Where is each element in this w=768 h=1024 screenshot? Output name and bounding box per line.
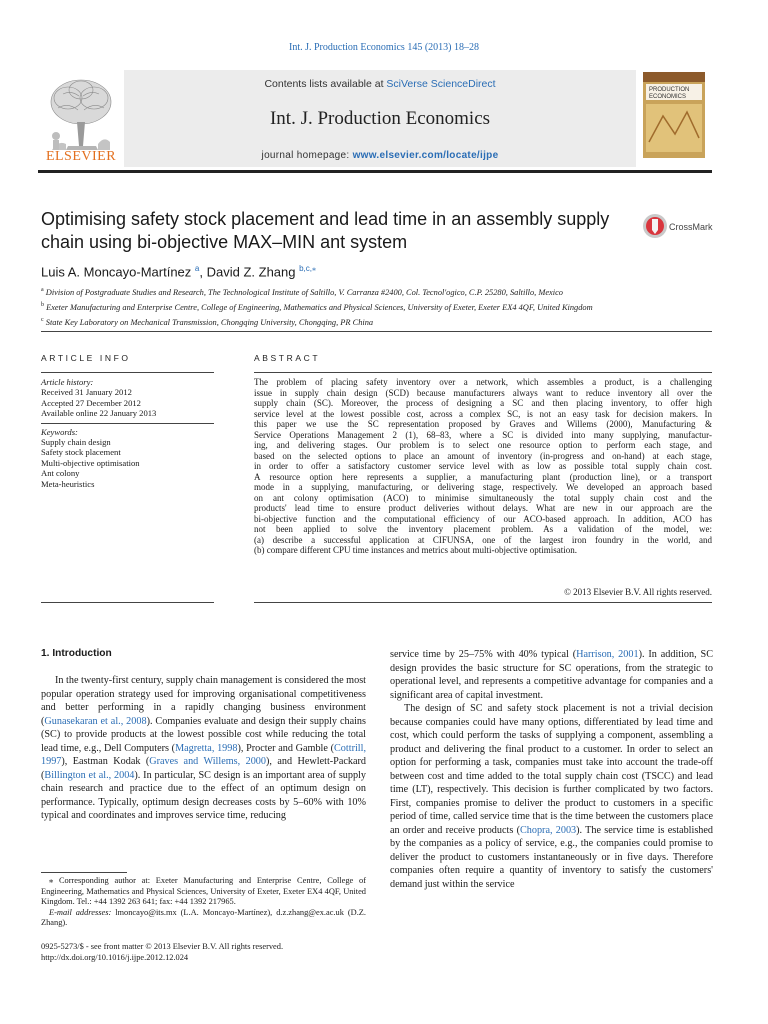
cover-title-line-2: ECONOMICS (649, 94, 687, 100)
paragraph-text: ). In particular, SC design is an important area of supply chain research and practice due to the effect of an optimum design on performance. Typically, optimum design decreases costs by 5–60% with 10% typical and coordinates and improves service time, reducing (41, 769, 366, 821)
affiliation-label: c (41, 316, 44, 323)
paragraph-text: ), Procter and Gamble ( (237, 742, 335, 754)
paragraph-text: The design of SC and safety stock placement is not a trivial decision because companies could have many options, differentiated by lead time and cost, which could perform the tasks of supplying a component, assembling a product and delivering the final product to a customer. In order to select an option for performing a task, companies must take into account the trade-off between cost and time added to the total supply chain cost (TSCC) and lead time (LT), respectively. This decision is further complicated by two factors. First, companies promise to deliver the product to customers in a specific period of time, called service time that is the time between the customers place an order and receive products ( (390, 703, 713, 836)
abstract-line: based on the selected options to place an amount of inventory (in-progress and on-hand) at each stage, (254, 450, 712, 461)
citation-link[interactable]: Harrison, 2001 (576, 649, 639, 660)
corresponding-author-note: ⁎ Corresponding author at: Exeter Manufacturing and Enterprise Centre, College of Engineering, Mathematics and Physical Sciences, University of Exeter, Exeter EX4 4QF, United Kingdom. Tel.: +44 1392 263 641; fax: +44 1392 217965. (41, 876, 366, 906)
body-paragraph (41, 674, 366, 823)
citation-link[interactable]: Gunasekaran et al., 2008 (44, 715, 147, 727)
footnote-rule (41, 872, 127, 873)
accepted-date: Accepted 27 December 2012 (41, 397, 141, 408)
abstract-line: (a) describe a successful application at CIFUNSA, one of the largest iron foundry in the world, and (254, 534, 712, 545)
keywords-label: Keywords: (41, 426, 78, 437)
paragraph-text: ), and Hewlett-Packard ( (41, 756, 366, 781)
journal-title: Int. J. Production Economics (269, 108, 491, 129)
section-heading-introduction: 1. Introduction (41, 648, 112, 659)
article-info-rule (41, 372, 214, 373)
abstract-line: Service Operations Management 2 (1), 68–83, where a SC is divided into many supplying, manufactur- (254, 429, 712, 440)
contents-line (124, 78, 636, 90)
citation-link[interactable]: Billington et al., 2004 (44, 769, 135, 781)
body-left-column (41, 674, 366, 823)
abstract-line: supply chain (SC). Moreover, the process of designing a SC and then placing inventory, to offer high (254, 398, 712, 408)
crossmark-label[interactable]: CrossMark (669, 222, 713, 232)
author-list: Luis A. Moncayo-Martínez $^a$, David Z. Zhang $^{b,c,⁎}$ (41, 264, 317, 280)
paragraph-text: service time by 25–75% with 40% typical ( (390, 649, 577, 660)
journal-reference[interactable]: Int. J. Production Economics 145 (2013) 18–28 (289, 42, 479, 53)
paragraph-text: ). The service time is established by the companies as a policy of service, e.g., the companies could promise to deliver the product to customers instantaneously or in five days. Therefore companies often require a quantity of inventory to satisfy the customers' demand just within the service (390, 824, 714, 890)
author-name[interactable]: David Z. Zhang (206, 264, 296, 280)
abstract-rule (254, 372, 712, 373)
keyword: Multi-objective optimisation (41, 457, 140, 468)
abstract-heading: ABSTRACT (254, 353, 321, 363)
paragraph-text: In the twenty-first century, supply chain management is considered the most popular operation strategy used for improving organisational competitiveness and better performing in a rapidly changing business environment ( (41, 675, 366, 727)
front-matter-notes (41, 941, 366, 963)
corresponding-author-mark: ⁎ (312, 264, 317, 273)
abstract-line: on ant colony optimisation (ACO) to minimise simultaneously the total supply chain cost and the (254, 492, 712, 503)
keyword: Ant colony (41, 468, 80, 479)
cover-title-line-1: PRODUCTION (649, 87, 690, 93)
abstract-line: issue in supply chain design (SCD) because manufacturers always want to reduce inventory all over the (254, 387, 712, 398)
affiliation-item (41, 314, 721, 329)
citation-link[interactable]: Magretta, 1998 (175, 742, 238, 754)
sciencedirect-link[interactable]: SciVerse ScienceDirect (386, 78, 496, 90)
abstract-line: this paper we use the SC representation proposed by Graves and Willems (2000), Manufacturing & (254, 419, 712, 429)
affiliation-label: b (41, 301, 44, 308)
corresponding-author-footnote (41, 876, 366, 929)
citation-link[interactable]: Cottrill, 1997 (41, 742, 366, 767)
abstract-line: mode in a supplying, manufacturing, or delivering stage, respectively. We developed an approach based (254, 482, 712, 492)
header-rule (38, 170, 712, 173)
journal-homepage (124, 150, 636, 161)
email-line (41, 908, 366, 929)
author-name[interactable]: Luis A. Moncayo-Martínez (41, 264, 192, 280)
affiliation-item (41, 299, 721, 314)
info-separator (41, 423, 214, 424)
paragraph-text: ). In addition, SC design provides the basic structure for SC operations, from the strategic to operational level, and represents a competitive advantage for companies and a significant area of capital investment. (390, 649, 714, 701)
affiliations (41, 284, 721, 328)
journal-cover-image[interactable] (643, 72, 705, 158)
body-paragraph (390, 702, 713, 891)
author-affiliation-mark[interactable] (299, 264, 316, 273)
article-history-label: Article history: (41, 377, 94, 387)
keyword: Safety stock placement (41, 447, 121, 458)
email-addresses[interactable]: lmoncayo@its.mx (L.A. Moncayo-Martínez), d.z.zhang@ex.ac.uk (D.Z. Zhang). (41, 907, 366, 927)
article-info-heading: ARTICLE INFO (41, 353, 131, 363)
abstract-line: ing, and delivering stages. Our problem is to select one resource option to perform each stage, and (254, 440, 712, 450)
author-affiliation-mark[interactable]: a (194, 264, 200, 273)
affiliation-label: a (41, 287, 44, 293)
abstract-line: The problem of placing safety inventory over a network, which assembles a product, is a challenging (254, 377, 712, 387)
abstract-line: products' lead time to ensure product deliveries without delays. What are new in our approach are the (254, 503, 712, 513)
citation-link[interactable]: Graves and Willems, 2000 (149, 756, 266, 767)
email-label: E-mail addresses: (49, 907, 112, 917)
homepage-prefix: journal homepage: (261, 150, 353, 161)
affiliation-text: Exeter Manufacturing and Enterprise Centre, College of Engineering, Mathematics and Physical Sciences, University of Exeter, Exeter EX4 4QF, United Kingdom (46, 302, 593, 312)
contents-prefix: Contents lists available at (264, 78, 387, 90)
received-date: Received 31 January 2012 (41, 387, 132, 398)
article-title: Optimising safety stock placement and lead time in an assembly supply chain using bi-objective MAX–MIN ant system (41, 209, 610, 252)
body-right-column (390, 648, 713, 891)
article-info-bottom-rule (41, 602, 214, 603)
abstract-bottom-rule (254, 602, 712, 603)
affiliation-rule (41, 331, 712, 332)
paragraph-text: ), Eastman Kodak ( (61, 756, 150, 767)
homepage-link[interactable]: www.elsevier.com/locate/ijpe (352, 150, 499, 161)
affiliation-letters: b,c, (299, 264, 313, 273)
abstract-line: bi-objective function and the computational efficiency of our ACO-based approach. In addition, ACO has (254, 513, 712, 524)
publisher-logo-text: ELSEVIER (45, 149, 117, 164)
keyword: Meta-heuristics (41, 478, 95, 489)
keyword: Supply chain design (41, 437, 111, 448)
article-info (41, 377, 214, 489)
abstract-copyright: © 2013 Elsevier B.V. All rights reserved. (564, 587, 712, 597)
abstract-line: service level at the lowest possible cost, across a complex SC, is not an easy task for decision makers. In (254, 408, 712, 419)
abstract-line: (b) compare different CPU time instances and metrics about multi-objective optimisation. (254, 545, 578, 555)
affiliation-text: Division of Postgraduate Studies and Research, The Technological Institute of Saltillo, V. Carranza #2400, Col. Tecnol'ogico, C.P. 25280, Saltillo, Mexico (45, 287, 563, 297)
abstract-line: not been applied to solve the inventory placement problem. As a validation of the model, we: (254, 524, 712, 534)
paragraph-text: ). Companies evaluate and design their supply chains (SC) to provide products at the lowest possible cost while reducing the total lead time, e.g., Dell Computers ( (41, 715, 366, 754)
abstract-line: A resource option here represents a supplier, a manufacturing plant (production line), or a transport (254, 471, 712, 482)
abstract-text (254, 377, 712, 556)
online-date: Available online 22 January 2013 (41, 408, 157, 419)
body-paragraph (390, 648, 713, 702)
affiliation-item (41, 284, 721, 299)
abstract-line: in order to offer a satisfactory customer service level with as low as possible total supply chain cost. (254, 461, 712, 471)
citation-link[interactable]: Chopra, 2003 (519, 824, 577, 836)
issn-line: 0925-5273/$ - see front matter © 2013 Elsevier B.V. All rights reserved. (41, 942, 284, 951)
doi-link[interactable]: http://dx.doi.org/10.1016/j.ijpe.2012.12.024 (41, 953, 189, 962)
affiliation-text: State Key Laboratory on Mechanical Transmission, Chongqing University, Chongqing, PR China (45, 317, 374, 327)
